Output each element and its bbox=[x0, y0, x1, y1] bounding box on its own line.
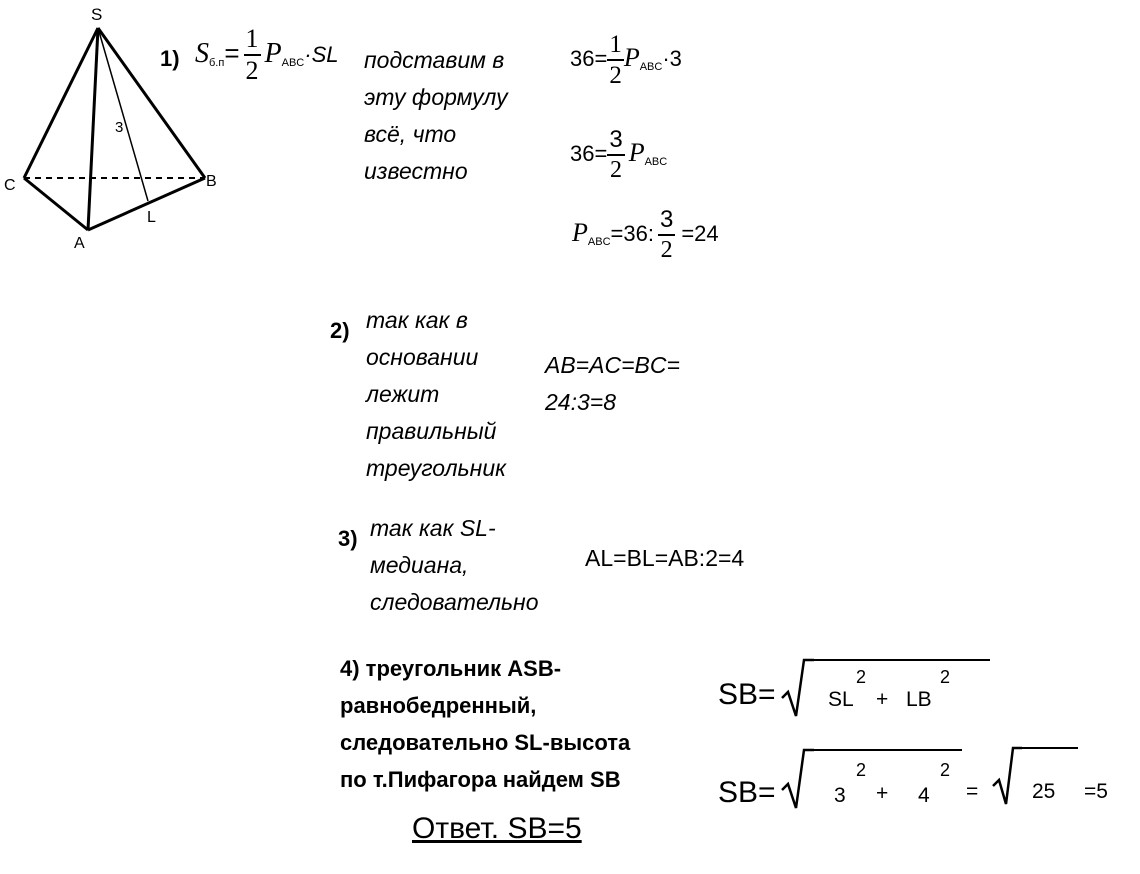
eq3-fraction bbox=[658, 208, 675, 262]
sb-formula-2-exp2: 2 bbox=[940, 760, 951, 780]
step2-note-line: так как в bbox=[366, 307, 468, 333]
sqrt-sign-3 bbox=[990, 744, 1024, 810]
step2-note-line: правильный bbox=[366, 418, 497, 444]
sb-formula-2-a: 3 bbox=[834, 784, 846, 807]
eq3-p-sub: ABC bbox=[587, 235, 611, 248]
eq1-den: 2 bbox=[609, 62, 622, 89]
edge-sb bbox=[98, 28, 205, 178]
eq2-den: 2 bbox=[610, 157, 622, 183]
formula-eq: = bbox=[224, 37, 240, 68]
step2-note bbox=[366, 302, 506, 487]
sb-formula-2-eq: = bbox=[966, 780, 979, 803]
sb-formula-1-exp1: 2 bbox=[856, 667, 867, 687]
vertex-c-label: C bbox=[4, 177, 16, 194]
eq1-p-sub: ABC bbox=[639, 60, 663, 73]
edge-ca bbox=[24, 178, 88, 230]
sb-formula-1-exp2: 2 bbox=[940, 667, 951, 687]
eq2-p-sub: ABC bbox=[644, 155, 668, 168]
step3-result: AL=BL=AB:2=4 bbox=[585, 545, 745, 571]
vertex-s-label: S bbox=[91, 5, 103, 24]
sb-formula-1-plus: + bbox=[876, 688, 889, 711]
formula-tail: ·SL bbox=[304, 41, 339, 67]
step1-equation-1 bbox=[570, 32, 682, 88]
sb-formula-2-exp1: 2 bbox=[856, 760, 867, 780]
step3-note-line: так как SL- bbox=[370, 515, 496, 541]
sb-formula-2-val: 25 bbox=[1032, 780, 1056, 803]
sb-formula-2-result: =5 bbox=[1084, 780, 1108, 803]
sb-formula-2-b: 4 bbox=[918, 784, 930, 807]
formula-frac-num: 1 bbox=[244, 26, 261, 56]
step1-note-line: эту формулу bbox=[364, 84, 508, 110]
eq2-fraction bbox=[607, 128, 624, 182]
step4-line: 4) треугольник ASB- bbox=[340, 656, 562, 681]
step4-line: по т.Пифагора найдем SB bbox=[340, 767, 621, 792]
step1-note-line: известно bbox=[364, 158, 468, 184]
sqrt-sign-1 bbox=[778, 656, 818, 726]
eq3-den: 2 bbox=[660, 237, 673, 263]
edge-sc bbox=[24, 28, 98, 178]
step1-note bbox=[364, 42, 508, 190]
step3-note bbox=[370, 510, 539, 621]
step4-line: равнобедренный, bbox=[340, 693, 537, 718]
answer: Ответ. SB=5 bbox=[412, 812, 582, 845]
eq1-tail: ·3 bbox=[662, 45, 682, 71]
sb-formula-2-plus: + bbox=[876, 782, 889, 805]
formula-p-sub: ABC bbox=[281, 56, 305, 69]
eq3-tail: =24 bbox=[681, 220, 719, 246]
step2-result-line: 24:3=8 bbox=[545, 389, 616, 415]
step2-result bbox=[545, 347, 680, 421]
step1-note-line: всё, что bbox=[364, 121, 457, 147]
step2-note-line: основании bbox=[366, 344, 479, 370]
step3-note-line: следовательно bbox=[370, 589, 539, 615]
step1-note-line: подставим в bbox=[364, 47, 505, 73]
eq2-left: 36= bbox=[570, 140, 608, 166]
eq1-p: P bbox=[623, 42, 640, 72]
sb-formula-1-lb: LB bbox=[906, 688, 932, 711]
step2-result-line: AB=AC=BC= bbox=[545, 352, 680, 378]
apothem-sl bbox=[98, 28, 148, 201]
sb-formula-2-left: SB= bbox=[718, 776, 776, 809]
eq3-num: 3 bbox=[658, 208, 675, 236]
eq1-left: 36= bbox=[570, 45, 608, 71]
step3-number: 3) bbox=[338, 526, 358, 551]
sb-formula-1-sl: SL bbox=[828, 688, 854, 711]
formula-fraction bbox=[244, 26, 261, 84]
edge-sa bbox=[88, 28, 98, 230]
sb-formula-1-left: SB= bbox=[718, 678, 776, 711]
step2-note-line: лежит bbox=[366, 381, 440, 407]
vertex-b-label: B bbox=[206, 173, 217, 190]
eq1-fraction bbox=[607, 32, 624, 88]
formula-p: P bbox=[264, 37, 282, 69]
sqrt-bar-2 bbox=[812, 749, 962, 751]
eq1-num: 1 bbox=[607, 32, 624, 61]
formula-s-sub: б.п bbox=[209, 56, 225, 69]
step2-note-line: треугольник bbox=[366, 455, 506, 481]
step1-number: 1) bbox=[160, 46, 180, 71]
vertex-a-label: A bbox=[74, 235, 85, 252]
eq3-p: P bbox=[572, 217, 588, 247]
step1-area-formula bbox=[195, 26, 339, 84]
formula-s: S bbox=[195, 37, 209, 69]
sqrt-sign-2 bbox=[778, 746, 818, 816]
edge-length-label: 3 bbox=[115, 119, 124, 136]
step4-line: следовательно SL-высота bbox=[340, 730, 631, 755]
sqrt-bar-3 bbox=[1020, 747, 1078, 749]
eq3-mid: =36: bbox=[610, 220, 654, 246]
sqrt-bar-1 bbox=[812, 659, 990, 661]
vertex-l-label: L bbox=[147, 209, 156, 226]
formula-frac-den: 2 bbox=[245, 56, 259, 85]
step2-number: 2) bbox=[330, 318, 350, 343]
eq2-p: P bbox=[628, 137, 645, 167]
eq2-num: 3 bbox=[607, 128, 624, 156]
step1-equation-2 bbox=[570, 128, 667, 182]
step4-text bbox=[340, 650, 630, 798]
step1-equation-3 bbox=[572, 208, 719, 262]
step3-note-line: медиана, bbox=[370, 552, 469, 578]
